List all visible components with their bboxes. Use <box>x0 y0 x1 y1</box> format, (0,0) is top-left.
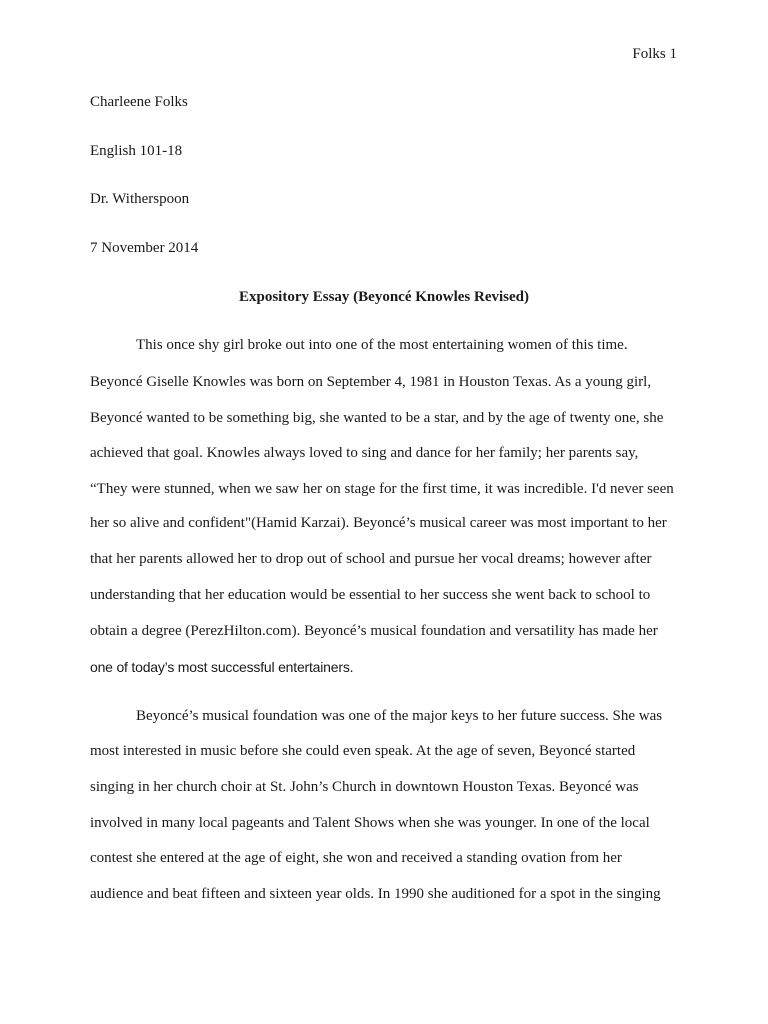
instructor-name: Dr. Witherspoon <box>90 191 190 207</box>
paragraph-2-line: Beyoncé’s musical foundation was one of the major keys to her future success. She was <box>136 708 663 724</box>
paragraph-1-line: Beyoncé Giselle Knowles was born on September 4, 1981 in Houston Texas. As a young girl, <box>90 374 652 390</box>
essay-date: 7 November 2014 <box>90 240 199 256</box>
paragraph-1-line: obtain a degree (PerezHilton.com). Beyoncé’s musical foundation and versatility has made her <box>90 623 658 639</box>
course-name: English 101-18 <box>90 143 183 159</box>
paragraph-1-line: her so alive and confident"(Hamid Karzai). Beyoncé’s musical career was most important to her <box>90 515 667 531</box>
paragraph-1-line: achieved that goal. Knowles always loved to sing and dance for her family; her parents say, <box>90 445 639 461</box>
paragraph-2-line: involved in many local pageants and Talent Shows when she was younger. In one of the local <box>90 815 650 831</box>
paragraph-1-line: Beyoncé wanted to be something big, she wanted to be a star, and by the age of twenty one, she <box>90 410 664 426</box>
paragraph-1-line: that her parents allowed her to drop out of school and pursue her vocal dreams; however after <box>90 551 652 567</box>
paragraph-2-line: singing in her church choir at St. John’s Church in downtown Houston Texas. Beyoncé was <box>90 779 639 795</box>
paragraph-1-line: “They were stunned, when we saw her on stage for the first time, it was incredible. I'd never seen <box>90 481 674 497</box>
paragraph-1-line: This once shy girl broke out into one of the most entertaining women of this time. <box>136 337 628 353</box>
author-name: Charleene Folks <box>90 94 188 110</box>
paragraph-2-line: audience and beat fifteen and sixteen year olds. In 1990 she auditioned for a spot in the singing <box>90 886 661 902</box>
paragraph-2-line: most interested in music before she could even speak. At the age of seven, Beyoncé started <box>90 743 636 759</box>
running-head: Folks 1 <box>632 46 677 62</box>
paragraph-2-line: contest she entered at the age of eight, she won and received a standing ovation from her <box>90 850 622 866</box>
paragraph-1-line: understanding that her education would be essential to her success she went back to school to <box>90 587 651 603</box>
paragraph-1-line: one of today’s most successful entertainers. <box>90 659 354 675</box>
essay-title: Expository Essay (Beyoncé Knowles Revised) <box>239 289 529 305</box>
